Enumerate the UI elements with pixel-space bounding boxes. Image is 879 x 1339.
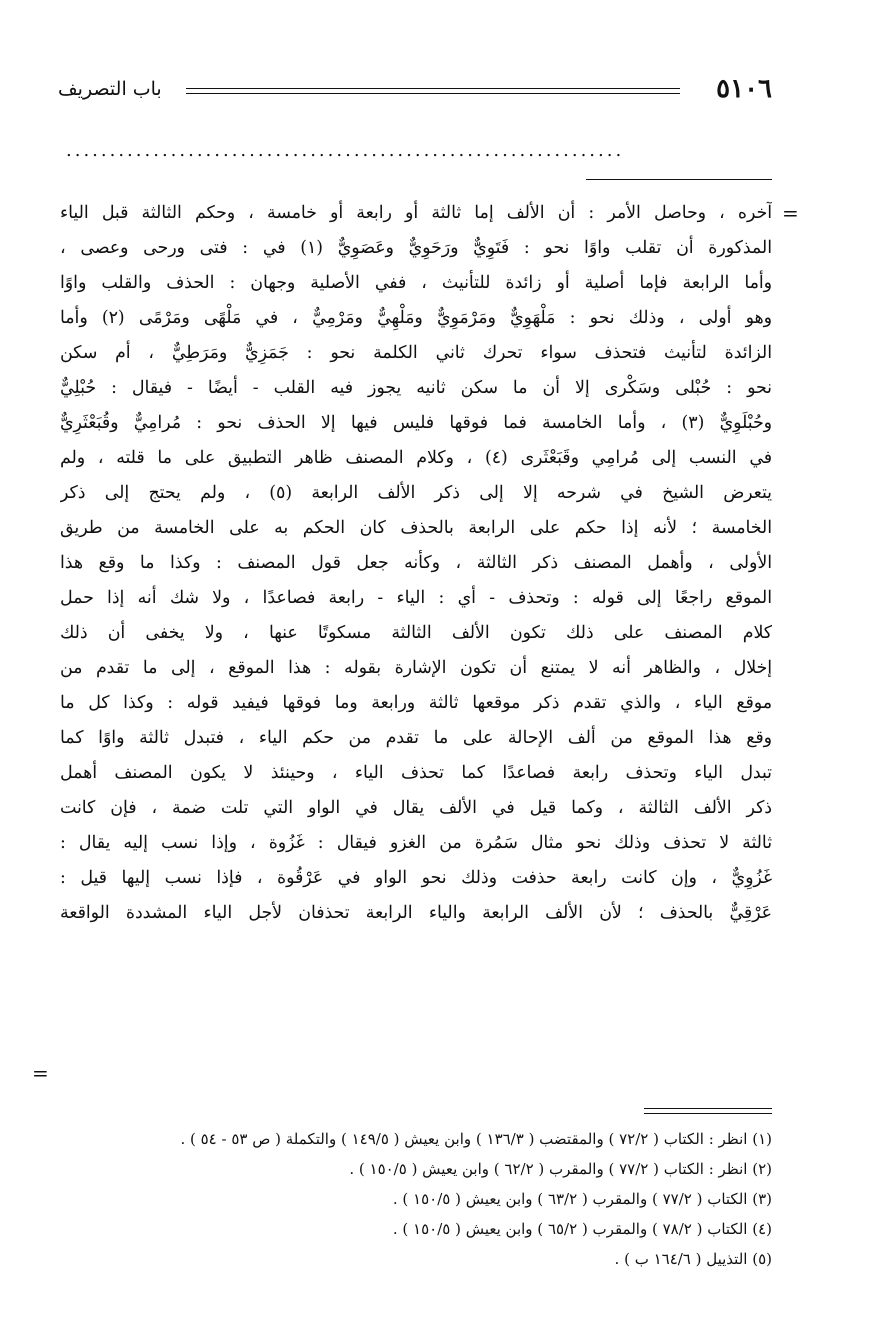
- body-line: الموقع راجعًا إلى قوله : وتحذف - أي : الياء - رابعة فصاعدًا ، ولا شك أنه إذا حمل: [60, 588, 772, 608]
- body-line: كلام المصنف على ذلك تكون الألف الثالثة مسكوتًا عنها ، ولا يخفى أن ذلك: [60, 623, 772, 643]
- header-double-rule: [186, 88, 680, 94]
- page-header: [58, 72, 772, 108]
- dotted-separator: ................................................................: [66, 140, 625, 161]
- page-number: ٥١٠٦: [716, 74, 772, 104]
- body-line: نحو : حُبْلى وسَكْرى إلا أن ما سكن ثانيه يجوز فيه القلب - أيضًا - فيقال : حُبْلِيٌّ: [60, 378, 772, 398]
- body-line: وقع هذا الموقع من ألف الإحالة على ما تقدم من حكم الياء ، فتبدل ثالثة واوًا كما: [60, 728, 772, 748]
- footnote-5: (٥) التذييل ( ١٦٤/٦ ب ) .: [614, 1250, 772, 1268]
- body-line: في النسب إلى مُرامِي وقَبَعْثَرى (٤) ، وكلام المصنف ظاهر التطبيق على ما قلته ، ولم: [60, 448, 772, 468]
- running-title: باب التصريف: [58, 78, 162, 100]
- continuation-mark-end: =: [32, 1061, 49, 1085]
- body-line: المذكورة أن تقلب واوًا نحو : فَتَوِيٌّ ورَحَوِيٌّ وعَصَوِيٌّ (١) في : فتى ورحى وعصى ،: [60, 238, 772, 258]
- body-line: وحُبْلَوِيٌّ (٣) ، وأما الخامسة فما فوقها فليس فيها إلا الحذف نحو : مُرامِيٌّ وقُبَعْثَرِيٌّ: [60, 413, 772, 433]
- body-line: الخامسة ؛ لأنه إذا حكم على الرابعة بالحذف كان الحكم به على الخامسة من طريق: [60, 518, 772, 538]
- section-rule: [586, 179, 772, 180]
- body-line: موقع الياء ، والذي تقدم ذكر موقعها ثالثة ورابعة وما فوقها فيفيد قوله : وكذا كل ما: [60, 693, 772, 713]
- footnote-2: (٢) انظر : الكتاب ( ٧٧/٢ ) والمقرب ( ٦٢/٢ ) وابن يعيش ( ١٥٠/٥ ) .: [349, 1160, 772, 1178]
- footnote-rule: [644, 1108, 772, 1114]
- body-line: ذكر الألف الثالثة ، وكما قيل في الألف يقال في الواو التي تلت ضمة ، فإن كانت: [60, 798, 772, 818]
- body-line: ثالثة لا تحذف وذلك نحو مثال سَمُرة من الغزو فيقال : غَزُوة ، وإذا نسب إليه يقال :: [60, 833, 772, 853]
- body-text: [60, 196, 772, 931]
- body-line: غَزُوِيٌّ ، وإن كانت رابعة حذفت وذلك نحو الواو في عَرْقُوة ، فإذا نسب إليها قيل :: [60, 868, 772, 888]
- body-line: وأما الرابعة فإما أصلية أو زائدة للتأنيث ، ففي الأصلية وجهان : الحذف والقلب واوًا: [60, 273, 772, 293]
- footnotes: [120, 1124, 772, 1274]
- body-line: الزائدة لتأنيث فتحذف سواء تحرك ثاني الكلمة نحو : جَمَزِيٌّ ومَرَطِيٌّ ، أم سكن: [60, 343, 772, 363]
- body-line: وهو أولى ، وذلك نحو : مَلْهَوِيٌّ ومَرْمَوِيٌّ ومَلْهِيٌّ ومَرْمِيٌّ ، في مَلْهًى ومَرْمًى (٢) وأما: [60, 308, 772, 328]
- body-line: إخلال ، والظاهر أنه لا يمتنع أن تكون الإشارة بقوله : هذا الموقع ، إلى ما تقدم من: [60, 658, 772, 678]
- footnote-3: (٣) الكتاب ( ٧٧/٢ ) والمقرب ( ٦٣/٢ ) وابن يعيش ( ١٥٠/٥ ) .: [392, 1190, 772, 1208]
- body-line: يتعرض الشيخ في شرحه إلا إلى ذكر الألف الرابعة (٥) ، ولم يحتج إلى ذكر: [60, 483, 772, 503]
- footnote-4: (٤) الكتاب ( ٧٨/٢ ) والمقرب ( ٦٥/٢ ) وابن يعيش ( ١٥٠/٥ ) .: [392, 1220, 772, 1238]
- body-line: تبدل الياء وتحذف رابعة فصاعدًا كما تحذف الياء ، وحينئذ لا يكون المصنف أهمل: [60, 763, 772, 783]
- body-line: الأولى ، وأهمل المصنف ذكر الثالثة ، وكأنه جعل قول المصنف : وكذا ما وقع هذا: [60, 553, 772, 573]
- body-line: آخره ، وحاصل الأمر : أن الألف إما ثالثة أو رابعة أو خامسة ، وحكم الثالثة قبل الياء: [60, 203, 772, 223]
- body-line: عَرْقِيٌّ بالحذف ؛ لأن الألف الرابعة والياء الرابعة تحذفان لأجل الياء المشددة الواقعة: [60, 903, 772, 923]
- continuation-mark-start: =: [782, 201, 799, 225]
- footnote-1: (١) انظر : الكتاب ( ٧٢/٢ ) والمقتضب ( ١٣٦/٣ ) وابن يعيش ( ١٤٩/٥ ) والتكملة ( ص ٥٣ - ٥٤ ) .: [180, 1130, 772, 1148]
